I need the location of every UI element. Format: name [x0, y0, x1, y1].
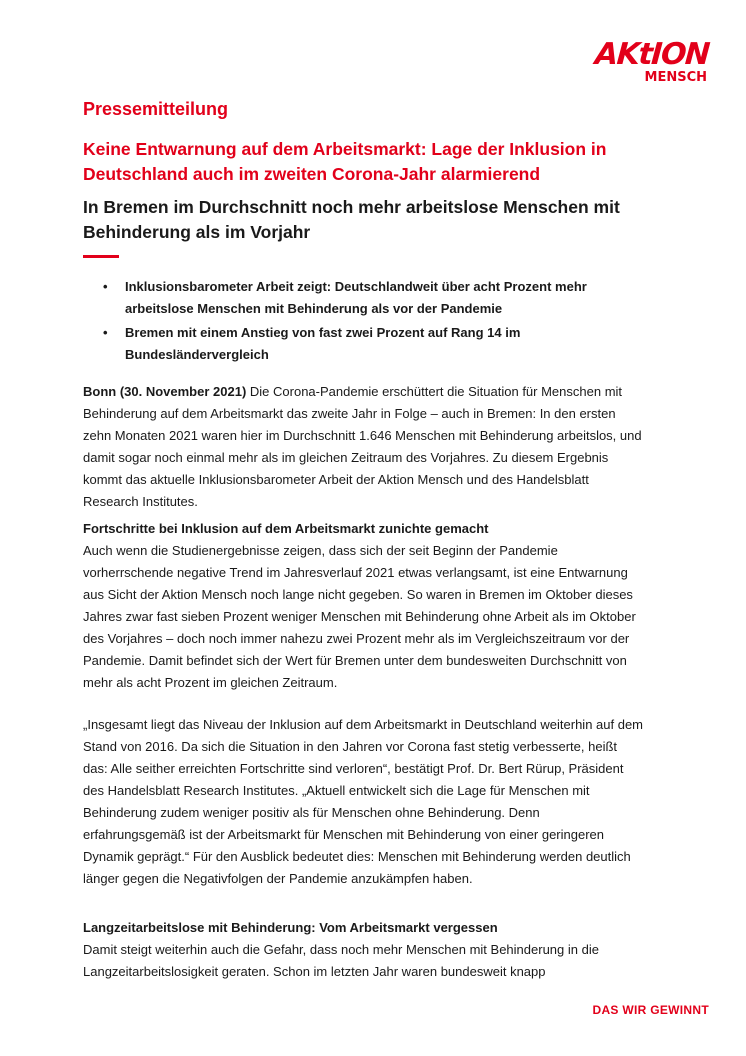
section-heading: Langzeitarbeitslose mit Behinderung: Vom Arbeitsmarkt vergessen: [83, 920, 498, 935]
section-paragraph: Auch wenn die Studienergebnisse zeigen, dass sich der seit Beginn der Pandemie vorherrschende negative Trend im Jahresverlauf 2021 etwas verlangsamt, ist eine Entwarnung aus Sicht der Aktion Mensch noch lange nicht gegeben. So waren in Bremen im Oktober dieses Jahres zwar fast sieben Prozent weniger Menschen mit Behinderung ohne Arbeit als im Oktober des Vorjahres – doch noch immer nahezu zwei Prozent mehr als im Vergleichszeitraum vor der Pandemie. Damit befindet sich der Wert für Bremen unter dem bundesweiten Durchschnitt von mehr als acht Prozent im gleichen Zeitraum.: [83, 543, 636, 690]
bullet-dot: •: [103, 279, 108, 294]
intro-paragraph: [83, 381, 643, 513]
bullet-dot: •: [103, 325, 108, 340]
section-paragraph: Damit steigt weiterhin auch die Gefahr, dass noch mehr Menschen mit Behinderung in die Langzeitarbeitslosigkeit geraten. Schon im letzten Jahr waren bundesweit knapp: [83, 942, 599, 979]
headline: Keine Entwarnung auf dem Arbeitsmarkt: Lage der Inklusion in Deutschland auch im zweiten Corona-Jahr alarmierend: [83, 139, 607, 184]
accent-rule: [83, 255, 119, 258]
dateline: Bonn (30. November 2021): [83, 384, 247, 399]
bullet-text: Inklusionsbarometer Arbeit zeigt: Deutschlandweit über acht Prozent mehr arbeitslose Menschen mit Behinderung als vor der Pandemie: [125, 279, 587, 316]
aktion-mensch-logo: [585, 37, 711, 90]
quote-paragraph: „Insgesamt liegt das Niveau der Inklusion auf dem Arbeitsmarkt in Deutschland weiterhin auf dem Stand von 2016. Da sich die Situation in den Jahren vor Corona fast stetig verbesserte, heißt das: Alle seither erreichten Fortschritte sind verloren“, bestätigt Prof. Dr. Bert Rürup, Präsident des Handelsblatt Research Institutes. „Aktuell entwickelt sich die Lage für Menschen mit Behinderung zudem weniger positiv als für Menschen ohne Behinderung. Denn erfahrungsgemäß ist der Arbeitsmarkt für Menschen mit Behinderung von einer geringeren Dynamik geprägt.“ Für den Ausblick bedeutet dies: Menschen mit Behinderung werden deutlich länger gegen die Negativfolgen der Pandemie anzukämpfen haben.: [83, 717, 644, 886]
bullet-item: [83, 322, 623, 366]
subheadline: In Bremen im Durchschnitt noch mehr arbeitslose Menschen mit Behinderung als im Vorjahr: [83, 197, 620, 242]
bullet-item: [83, 276, 623, 320]
bullet-list: [83, 276, 623, 368]
section-heading: Fortschritte bei Inklusion auf dem Arbeitsmarkt zunichte gemacht: [83, 521, 489, 536]
logo-wordmark-bottom: MENSCH: [644, 70, 707, 85]
document-label: Pressemitteilung: [83, 99, 229, 119]
footer-slogan: DAS WIR GEWINNT: [592, 1003, 709, 1017]
logo-wordmark-top: AKtION: [594, 37, 711, 72]
intro-text: Die Corona-Pandemie erschüttert die Situation für Menschen mit Behinderung auf dem Arbeitsmarkt das zweite Jahr in Folge – auch in Bremen: In den ersten zehn Monaten 2021 waren hier im Durchschnitt 1.646 Menschen mit Behinderung arbeitslos, und damit sogar noch einmal mehr als im gleichen Zeitraum des Vorjahres. Zu diesem Ergebnis kommt das aktuelle Inklusionsbarometer Arbeit der Aktion Mensch und des Handelsblatt Research Institutes.: [83, 384, 642, 509]
bullet-text: Bremen mit einem Anstieg von fast zwei Prozent auf Rang 14 im Bundesländervergleich: [125, 325, 521, 362]
